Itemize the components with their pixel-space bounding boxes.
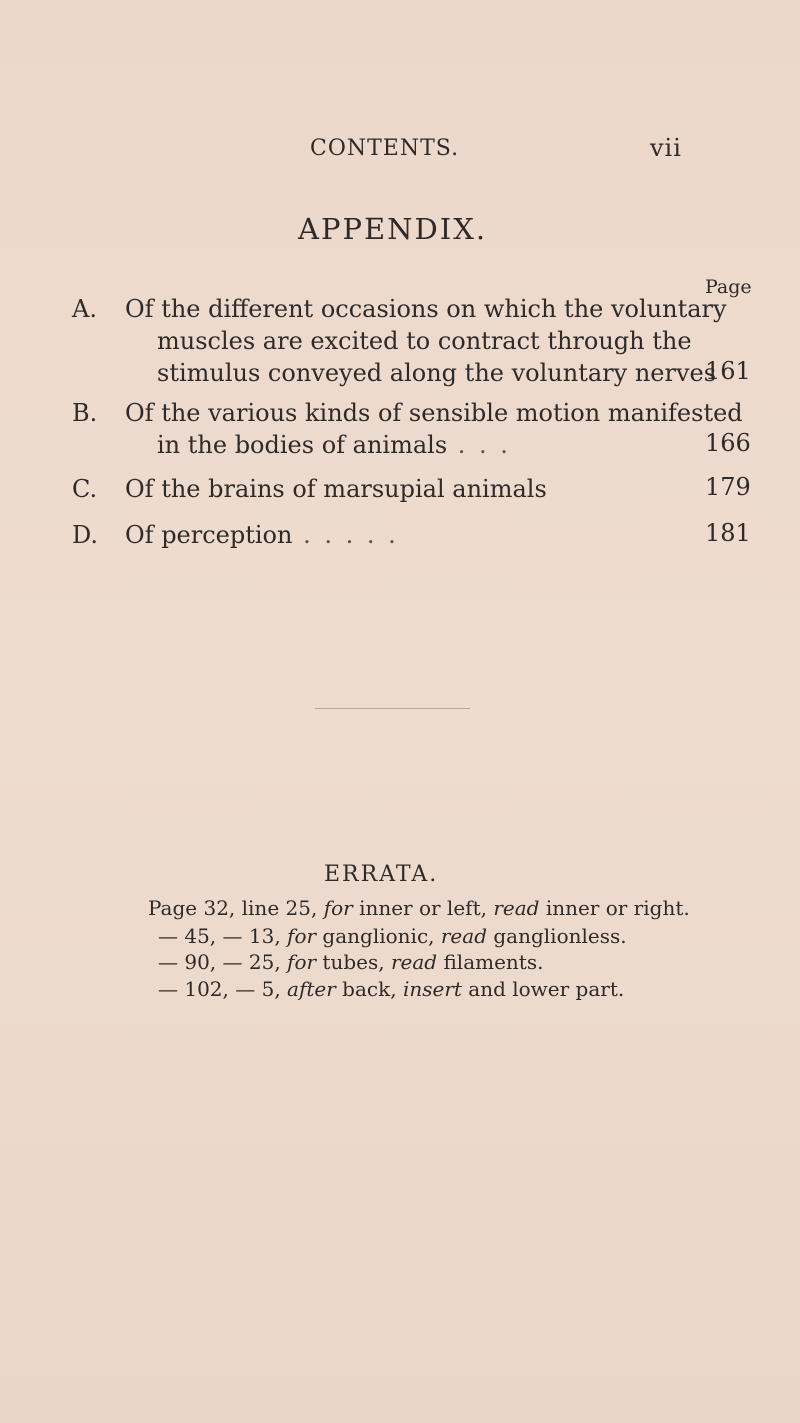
errata-read: read [493,896,540,920]
entry-line [125,429,680,461]
entry-letter: B. [72,399,98,427]
entry-line: stimulus conveyed along the voluntary nerves [157,359,717,387]
errata-after: after [287,977,336,1001]
entry-line: Of the different occasions on which the voluntary [125,295,727,323]
entry-line: Of the various kinds of sensible motion manifested [125,399,743,427]
errata-ref: Page 32, line 25, [148,896,318,920]
entry-page-number: 181 [705,519,751,547]
errata-line [158,950,543,974]
page-number: vii [650,134,682,162]
errata-line [158,977,624,1001]
errata-for: for [287,924,317,948]
entry-letter: A. [72,295,97,323]
dot-leader: . . . [447,431,511,459]
running-head: CONTENTS. [310,136,460,161]
section-divider [315,708,470,709]
dot-leader: . . . . . [292,521,399,549]
entry-page-number: 166 [705,429,751,457]
entry-letter: D. [72,521,99,549]
page-column-label: Page [705,276,752,298]
errata-wrong: back, [342,977,397,1001]
errata-wrong: tubes, [322,950,385,974]
errata-wrong: inner or left, [359,896,487,920]
entry-page-number: 179 [705,473,751,501]
errata-insert: insert [402,977,462,1001]
errata-read: read [390,950,438,974]
errata-wrong: ganglionic, [322,924,435,948]
entry-text [125,473,680,505]
errata-for: for [323,896,353,920]
errata-ref: — 90, — 25, [158,950,281,974]
errata-ref: — 45, — 13, [158,924,281,948]
entry-line-text: in the bodies of animals [157,431,448,459]
entry-letter: C. [72,475,98,503]
entry-line-text: Of perception [125,521,293,549]
errata-right: ganglionless. [493,924,627,948]
errata-right: inner or right. [545,896,690,920]
errata-for: for [287,950,317,974]
entry-page-number: 161 [705,357,751,385]
entry-line: muscles are excited to contract through the [157,327,692,355]
errata-right: and lower part. [468,977,625,1001]
errata-ref: — 102, — 5, [158,977,281,1001]
errata-read: read [440,924,487,948]
entry-line [125,519,680,551]
errata-right: filaments. [443,950,544,974]
entry-text [125,293,727,389]
entry-line: Of the brains of marsupial animals [125,475,547,503]
errata-line [158,924,627,948]
errata-title: ERRATA. [324,862,439,887]
entry-text [125,519,680,551]
errata-line [148,896,690,920]
appendix-title: APPENDIX. [298,212,488,246]
